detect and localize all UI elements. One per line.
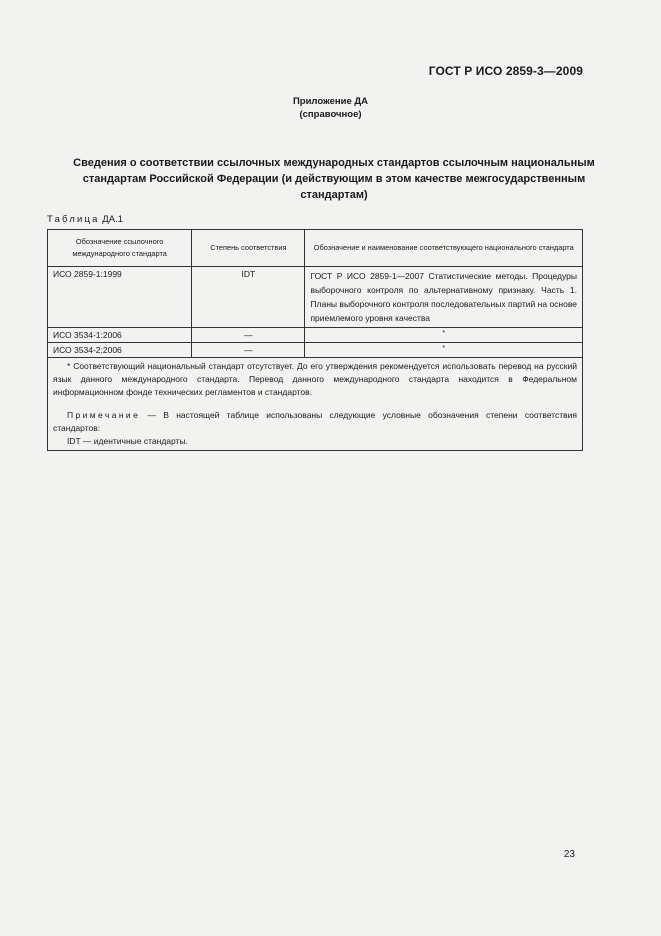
section-heading — [44, 155, 624, 203]
cell-ref: ИСО 3534-1:2006 — [48, 328, 192, 343]
note-label: Примечание — [67, 410, 141, 420]
table-label — [47, 214, 123, 225]
cell-degree: IDT — [192, 267, 305, 328]
note-text: — В настоящей таблице использованы следующие условные обозначения степени соответствия стандартов: — [53, 410, 577, 433]
annex-subtitle: (справочное) — [299, 109, 362, 120]
cell-ref: ИСО 3534-2:2006 — [48, 343, 192, 358]
page-number: 23 — [563, 849, 575, 860]
heading-line-3: стандартам) — [300, 189, 368, 201]
table-footer-row — [48, 358, 583, 451]
cell-national: ГОСТ Р ИСО 2859-1—2007 Статистические методы. Процедуры выборочного контроля по альтернативному признаку. Часть 1. Планы выборочного контроля последовательных партий на основе приемлемого уровня качества — [305, 267, 583, 328]
column-header-degree: Степень соответствия — [192, 230, 305, 267]
heading-line-2: стандартам Российской Федерации (и действующим в этом качестве межгосударственным — [82, 173, 586, 185]
annex-title: Приложение ДА — [292, 96, 369, 107]
table-row — [48, 267, 583, 328]
table-row — [48, 343, 583, 358]
footnote: * Соответствующий национальный стандарт отсутствует. До его утверждения рекомендуется использовать перевод на русский язык данного международного стандарта. Перевод данного международного стандарта находится в Федеральном информационном фонде технических регламентов и стандартов. — [53, 361, 577, 397]
heading-line-1: Сведения о соответствии ссылочных международных стандартов ссылочным национальным — [73, 157, 595, 169]
note-item: IDT — идентичные стандарты. — [67, 436, 188, 446]
correspondence-table — [47, 229, 583, 451]
table-row — [48, 328, 583, 343]
column-header-national: Обозначение и наименование соответствующего национального стандарта — [305, 230, 583, 267]
cell-national: * — [305, 328, 583, 343]
column-header-ref: Обозначение ссылочного международного стандарта — [48, 230, 192, 267]
note — [53, 409, 577, 435]
table-label-word: Таблица — [47, 214, 100, 225]
cell-degree: — — [192, 343, 305, 358]
table-header-row — [48, 230, 583, 267]
cell-ref: ИСО 2859-1:1999 — [48, 267, 192, 328]
cell-national: * — [305, 343, 583, 358]
cell-degree: — — [192, 328, 305, 343]
table-footer — [48, 358, 583, 451]
table-label-id: ДА.1 — [102, 214, 123, 225]
document-code: ГОСТ Р ИСО 2859-3—2009 — [428, 64, 583, 78]
